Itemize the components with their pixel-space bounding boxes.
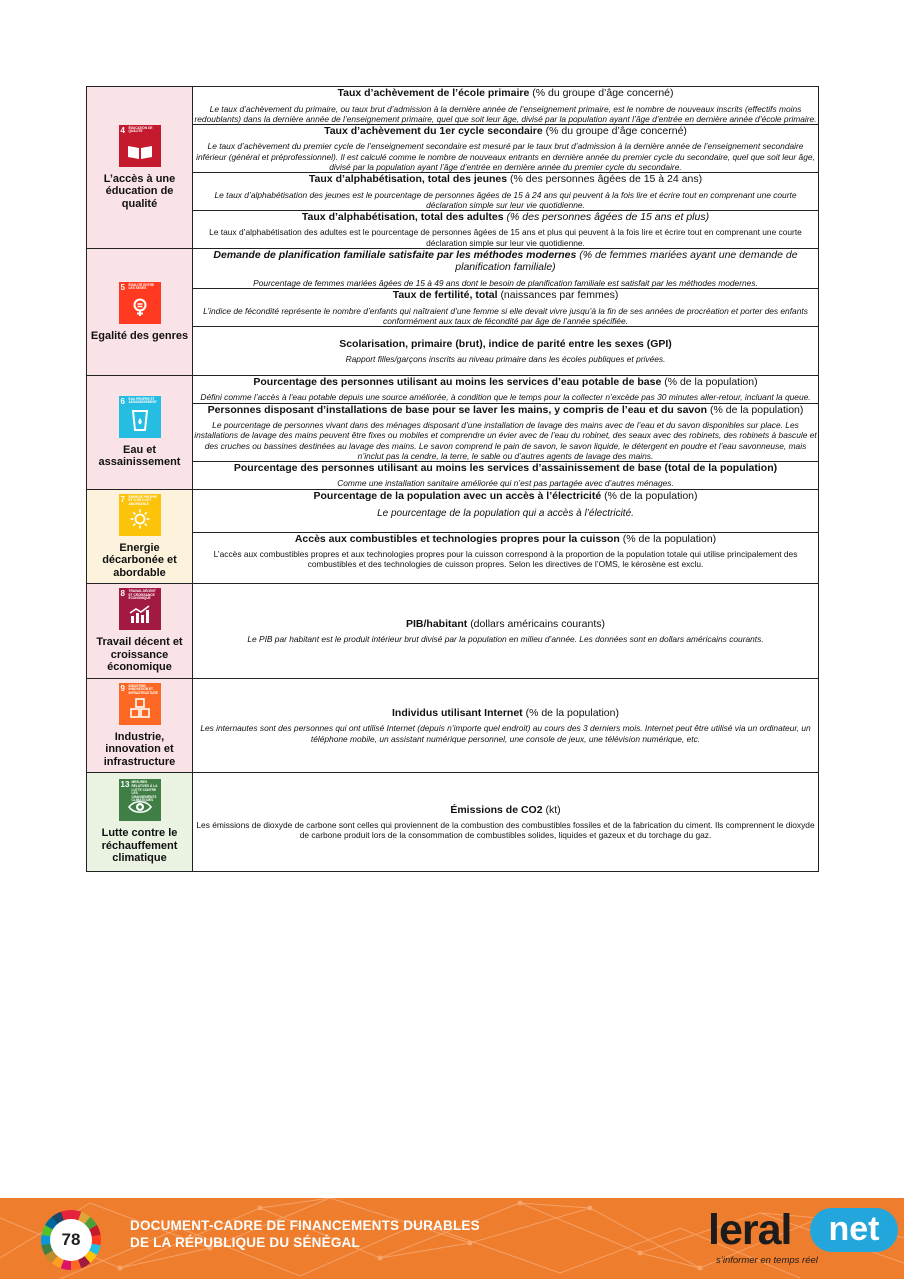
goal-cell-4	[87, 87, 193, 249]
table-row	[87, 326, 819, 375]
indicator-title: Pourcentage des personnes utilisant au moins les services d’eau potable de base (% de la population)	[253, 375, 758, 388]
sun-power-icon	[119, 509, 161, 533]
sdg-5-icon: 5 ÉGALITÉ ENTRE LES SEXES	[119, 282, 161, 324]
goal-cell-9	[87, 678, 193, 773]
goal-cell-7	[87, 489, 193, 584]
indicator-cell	[193, 248, 819, 288]
indicator-cell	[193, 678, 819, 773]
indicator-title: Taux d’alphabétisation, total des adultes (% des personnes âgées de 15 ans et plus)	[301, 210, 710, 223]
goal-name: Energie décarbonée et abordable	[102, 541, 177, 579]
table-row	[87, 289, 819, 327]
table-row	[87, 173, 819, 211]
page-number: 78	[50, 1219, 92, 1261]
indicator-description: Le pourcentage de la population qui a accès à l’électricité.	[377, 508, 634, 520]
goal-cell-13	[87, 773, 193, 872]
indicator-title: Taux de fertilité, total (naissances par femmes)	[392, 289, 619, 302]
indicator-title: Individus utilisant Internet (% de la population)	[391, 706, 619, 719]
indicator-cell	[193, 489, 819, 532]
indicator-description: Le taux d’alphabétisation des adultes est le pourcentage de personnes âgées de 15 ans et plus qui peuvent à la fois lire et écrire tout en comprenant une courte déclaration simple sur leur vie quotidienne.	[209, 227, 802, 248]
goal-name: L’accès à une éducation de qualité	[103, 172, 176, 210]
indicator-cell	[193, 124, 819, 172]
goal-name: Eau et assainissement	[98, 443, 181, 469]
indicator-title: Demande de planification familiale satisfaite par les méthodes modernes (% de femmes mariées ayant une demande de planification familiale)	[213, 248, 798, 274]
indicator-description: Le pourcentage de personnes vivant dans des ménages disposant d’une installation de lavage des mains avec de l’eau et du savon disponibles sur place. Les installations de lavage des mains peuvent être fixes ou mobiles et comprendre un évier avec de l’eau du robinet, des seaux avec des robinets, des robinets à bascule et des cruches ou bassines destinées au lavage des mains. Le savon comprend le pain de savon, le savon liquide, le détergent en poudre et l’eau savonneuse, mais n’inclut pas la cendre, la terre, le sable ou d’autres agents de lavage des mains.	[194, 420, 817, 461]
goal-name: Travail décent et croissance économique	[96, 636, 183, 674]
table-row	[87, 87, 819, 125]
indicator-description: Le PIB par habitant est le produit intérieur brut divisé par la population en milieu d’année. Les données sont en dollars américains courants.	[247, 634, 764, 645]
sdg-indicators-table	[86, 86, 819, 872]
goal-name: Egalité des genres	[90, 329, 189, 342]
cubes-icon	[119, 698, 161, 722]
indicator-cell	[193, 326, 819, 375]
table-row	[87, 375, 819, 403]
table-row	[87, 461, 819, 489]
goal-name: Industrie, innovation et infrastructure	[103, 730, 176, 768]
indicator-description: Le taux d’achèvement du primaire, ou taux brut d’admission à la dernière année de l’enseignement primaire, est le nombre de nouveaux inscrits (effectifs moins redoublants) dans la dernière année de l’enseignement primaire, quel que soit leur âge, divisé par la population ayant l’âge d’entrée en dernière année d’école primaire.	[194, 103, 817, 124]
indicator-cell	[193, 403, 819, 461]
indicator-description: Rapport filles/garçons inscrits au niveau primaire dans les écoles publiques et privées.	[345, 354, 666, 365]
indicator-description: Les internautes sont des personnes qui ont utilisé Internet (depuis n’importe quel endroit) au cours des 3 derniers mois. Internet peut être utilisé via un ordinateur, un téléphone mobile, un assistant numérique personnel, une console de jeux, une télévision numérique, etc.	[200, 723, 811, 744]
table-row	[87, 248, 819, 288]
indicator-cell	[193, 584, 819, 679]
table-row	[87, 124, 819, 172]
goal-cell-8	[87, 584, 193, 679]
indicator-description: Pourcentage de femmes mariées âgées de 15 à 49 ans dont le besoin de planification familiale est satisfait par les méthodes modernes.	[253, 277, 758, 288]
table-row	[87, 584, 819, 679]
water-glass-icon	[119, 409, 161, 435]
indicator-description: Comme une installation sanitaire améliorée qui n’est pas partagée avec d’autres ménages.	[337, 478, 674, 489]
sdg-6-icon: 6 EAU PROPRE ET ASSAINISSEMENT	[119, 396, 161, 438]
table-row	[87, 532, 819, 584]
table-row	[87, 678, 819, 773]
indicator-cell	[193, 461, 819, 489]
gender-equality-icon	[119, 297, 161, 321]
page-footer	[0, 1198, 904, 1279]
table-row	[87, 773, 819, 872]
goal-cell-5	[87, 248, 193, 375]
sdg-wheel-page-badge	[41, 1210, 101, 1270]
indicator-title: Taux d’achèvement de l’école primaire (% du groupe d’âge concerné)	[337, 87, 674, 99]
indicator-title: Émissions de CO2 (kt)	[450, 803, 561, 816]
table-row	[87, 489, 819, 532]
eye-globe-icon	[119, 800, 161, 818]
indicator-title: PIB/habitant (dollars américains courants)	[406, 617, 605, 630]
indicator-description: L’indice de fécondité représente le nombre d’enfants qui naîtraient d’une femme si elle devait vivre jusqu’à la fin de ses années de procréation et porter des enfants conformément aux taux de fécondité par âge de l’année spécifiée.	[203, 305, 808, 326]
indicator-title: Scolarisation, primaire (brut), indice de parité entre les sexes (GPI)	[339, 337, 672, 350]
indicator-cell	[193, 532, 819, 584]
indicator-description: Défini comme l’accès à l’eau potable depuis une source améliorée, à condition que le temps pour la collecter n’excède pas 30 minutes aller-retour, incluant la queue.	[200, 392, 811, 403]
logo-tagline: s’informer en temps réel	[716, 1255, 818, 1266]
indicator-cell	[193, 289, 819, 327]
logo-text-leral: leral	[708, 1206, 792, 1254]
sdg-4-icon: 4 ÉDUCATION DE QUALITÉ	[119, 125, 161, 167]
sdg-8-icon: 8 TRAVAIL DÉCENT ET CROISSANCE ÉCONOMIQUE	[119, 588, 161, 630]
indicator-description: Le taux d’achèvement du premier cycle de l’enseignement secondaire est mesuré par le taux brut d’admission à la dernière année de l’enseignement secondaire inférieur (général et préprofessionnel). Il est calculé comme le nombre de nouveaux entrants en dernière année du premier cycle du secondaire, quel que soit leur âge, divisé par la population ayant l’âge d’entrée en dernière année du premier cycle du secondaire.	[196, 141, 815, 172]
indicator-title: Pourcentage des personnes utilisant au moins les services d’assainissement de base (total de la population)	[233, 461, 778, 474]
indicator-title: Taux d’alphabétisation, total des jeunes (% des personnes âgées de 15 à 24 ans)	[308, 173, 703, 186]
indicator-description: Le taux d’alphabétisation des jeunes est le pourcentage de personnes âgées de 15 à 24 ans qui peuvent à la fois lire et écrire tout en comprenant une courte déclaration simple sur leur vie quotidienne.	[214, 189, 797, 210]
goal-name: Lutte contre le réchauffement climatique	[101, 827, 178, 865]
sdg-9-icon: 9 INDUSTRIE, INNOVATION ET INFRASTRUCTURE	[119, 683, 161, 725]
indicator-description: L’accès aux combustibles propres et aux technologies propres pour la cuisson correspond à la proportion de la population totale qui utilise principalement des combustibles et des technologies de cuisson propres. Selon les directives de l’OMS, le kérosène est exclu.	[213, 549, 798, 570]
indicator-description: Les émissions de dioxyde de carbone sont celles qui proviennent de la combustion des combustibles fossiles et de la fabrication du ciment. Ils comprennent le dioxyde de carbone produit lors de la consommation de combustibles solides, liquides et gazeux et du torchage du gaz.	[196, 820, 815, 841]
indicator-title: Taux d’achèvement du 1er cycle secondaire (% du groupe d’âge concerné)	[324, 124, 687, 137]
growth-chart-icon	[119, 605, 161, 627]
document-title: DOCUMENT-CADRE DE FINANCEMENTS DURABLES DE LA RÉPUBLIQUE DU SÉNÉGAL	[130, 1218, 480, 1250]
indicator-title: Pourcentage de la population avec un accès à l’électricité (% de la population)	[313, 489, 698, 502]
goal-cell-6	[87, 375, 193, 489]
leral-net-logo	[708, 1206, 898, 1272]
sdg-7-icon: 7 ÉNERGIE PROPRE ET D’UN COÛT ABORDABLE	[119, 494, 161, 536]
table-row	[87, 403, 819, 461]
logo-text-net: net	[810, 1208, 898, 1252]
book-icon	[119, 144, 161, 164]
indicator-cell	[193, 87, 819, 125]
sdg-13-icon: 13 MESURES RELATIVES À LA LUTTE CONTRE LES CHANGEMENTS CLIMATIQUES	[119, 779, 161, 821]
table-row	[87, 210, 819, 248]
indicator-title: Personnes disposant d’installations de base pour se laver les mains, y compris de l’eau et du savon (% de la population)	[207, 403, 804, 416]
indicator-cell	[193, 173, 819, 211]
indicator-title: Accès aux combustibles et technologies propres pour la cuisson (% de la population)	[294, 532, 717, 545]
indicator-cell	[193, 773, 819, 872]
indicator-cell	[193, 210, 819, 248]
indicator-cell	[193, 375, 819, 403]
